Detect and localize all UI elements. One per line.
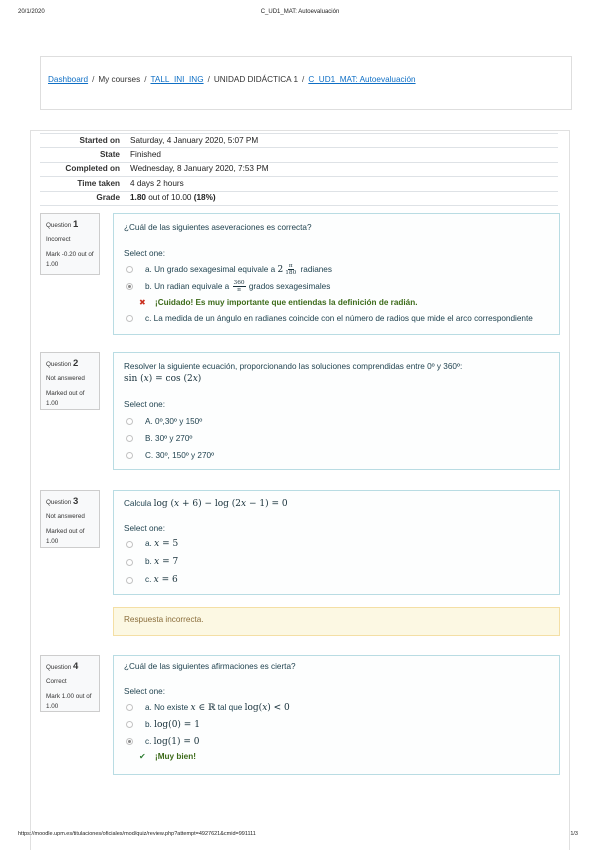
answer-option-c[interactable]: [124, 571, 549, 589]
question-number: [46, 357, 94, 372]
footer-url: https://moodle.upm.es/titulaciones/oficiales/mod/quiz/review.php?attempt=4927621&cmid=991111: [18, 831, 256, 837]
option-label: a.: [145, 539, 152, 548]
fraction-numerator: 360: [233, 279, 245, 286]
question-text: ¿Cuál de las siguientes afirmaciones es cierta?: [124, 662, 296, 671]
select-one-label: Select one:: [124, 249, 165, 258]
footer-page-number: 1/3: [570, 831, 578, 837]
answer-option-c[interactable]: [124, 310, 549, 327]
answer-option-a[interactable]: [124, 699, 549, 716]
summary-label: Completed on: [40, 162, 125, 176]
question-number-value: 1: [72, 219, 79, 230]
math-expression: x ∈ ℝ: [190, 703, 216, 713]
breadcrumb: [48, 75, 416, 85]
radio-button[interactable]: [126, 577, 133, 584]
grade-out-of: out of 10.00: [148, 193, 192, 203]
summary-row-state: [40, 148, 558, 162]
answer-options: [124, 261, 549, 327]
question-label: Question: [46, 664, 72, 671]
summary-label: State: [40, 148, 125, 162]
option-label-suffix: grados sexagesimales: [248, 282, 331, 291]
option-label: b.: [145, 557, 152, 566]
summary-label: Grade: [40, 191, 125, 205]
answer-option-a[interactable]: [124, 413, 549, 430]
option-label: B. 30º y 270º: [145, 434, 193, 443]
answer-option-b[interactable]: [124, 716, 549, 733]
question-text-prefix: Calcula: [124, 499, 152, 508]
math-expression: x = 6: [153, 575, 178, 585]
option-label: b.: [145, 720, 152, 729]
question-state: Not answered: [46, 375, 85, 382]
question-number-value: 3: [72, 496, 79, 507]
question-label: Question: [46, 222, 72, 229]
answer-option-b[interactable]: [124, 430, 549, 447]
question-4-info: [40, 655, 100, 712]
option-label: c. La medida de un ángulo en radianes coincide con el número de radios que mide el arco correspondiente: [145, 314, 533, 323]
radio-button[interactable]: [126, 452, 133, 459]
summary-value: 4 days 2 hours: [125, 177, 558, 191]
math-expression: log(x) < 0: [244, 703, 290, 713]
question-1-content: [113, 213, 560, 335]
option-label: C. 30º, 150º y 270º: [145, 451, 215, 460]
question-number: [46, 660, 94, 675]
answer-option-c[interactable]: [124, 447, 549, 464]
answer-option-a[interactable]: [124, 261, 549, 278]
math-expression: log(1) = 0: [153, 737, 200, 747]
option-label-middle: tal que: [217, 703, 243, 712]
question-3-info: [40, 490, 100, 548]
option-label: A. 0º,30º y 150º: [145, 417, 203, 426]
fraction-denominator: π: [237, 287, 241, 294]
option-label: a. Un grado sexagesimal equivale a: [145, 265, 276, 274]
question-state: Incorrect: [46, 236, 71, 243]
radio-button[interactable]: [126, 541, 133, 548]
question-text: ¿Cuál de las siguientes aseveraciones es correcta?: [124, 223, 312, 232]
summary-value: [125, 191, 558, 205]
breadcrumb-link-dashboard[interactable]: Dashboard: [48, 75, 89, 84]
math-expression: x = 5: [154, 539, 179, 549]
question-mark: Marked out of 1.00: [46, 528, 85, 545]
question-label: Question: [46, 361, 72, 368]
breadcrumb-item-my-courses: My courses: [98, 75, 141, 84]
radio-button[interactable]: [126, 704, 133, 711]
option-label: c.: [145, 575, 152, 584]
question-3-content: [113, 490, 560, 595]
radio-button[interactable]: [126, 738, 133, 745]
question-state: Not answered: [46, 513, 85, 520]
summary-label: Time taken: [40, 177, 125, 191]
question-number: [46, 495, 94, 510]
question-number: [46, 218, 94, 233]
select-one-label: Select one:: [124, 687, 165, 696]
answer-option-b[interactable]: [124, 553, 549, 571]
breadcrumb-separator: /: [207, 75, 210, 84]
answer-option-b[interactable]: [124, 278, 549, 295]
answer-option-c[interactable]: [124, 733, 549, 750]
breadcrumb-separator: /: [302, 75, 305, 84]
fraction: [284, 263, 297, 277]
radio-button[interactable]: [126, 721, 133, 728]
summary-value: Wednesday, 8 January 2020, 7:53 PM: [125, 162, 558, 176]
question-text: [124, 497, 549, 511]
question-equation: [124, 373, 549, 385]
question-number-value: 4: [72, 661, 79, 672]
radio-button[interactable]: [126, 418, 133, 425]
grade-percent: (18%): [193, 193, 216, 203]
summary-value: Finished: [125, 148, 558, 162]
math-expression: x = 7: [154, 557, 179, 567]
summary-row-completed-on: [40, 162, 558, 176]
question-2-info: [40, 352, 100, 410]
option-label: b. Un radian equivale a: [145, 282, 230, 291]
option-label-suffix: radianes: [300, 265, 332, 274]
math-expression: sin (x) = cos (2x): [124, 374, 202, 384]
summary-row-started-on: [40, 134, 558, 148]
summary-value: Saturday, 4 January 2020, 5:07 PM: [125, 134, 558, 148]
fraction-denominator: 180: [285, 270, 297, 277]
math-expression: log (x + 6) − log (2x − 1) = 0: [153, 499, 288, 509]
math-coefficient: 2: [277, 265, 284, 275]
cross-icon: ✖: [139, 298, 146, 307]
question-2-content: [113, 352, 560, 470]
option-label: a. No existe: [145, 703, 189, 712]
summary-row-time-taken: [40, 177, 558, 191]
question-text: Resolver la siguiente ecuación, proporcionando las soluciones comprendidas entre 0º y 360º:: [124, 362, 463, 371]
summary-label: Started on: [40, 134, 125, 148]
feedback-incorrect: [124, 295, 549, 310]
question-1-info: [40, 213, 100, 275]
question-number-value: 2: [72, 358, 79, 369]
answer-option-a[interactable]: [124, 535, 549, 553]
breadcrumb-item-unit: UNIDAD DIDÁCTICA 1: [213, 75, 299, 84]
radio-button[interactable]: [126, 283, 133, 290]
math-expression: log(0) = 1: [154, 720, 200, 730]
feedback-text: ¡Muy bien!: [155, 752, 196, 761]
breadcrumb-link-course[interactable]: TALL_INI_ING: [150, 75, 204, 84]
breadcrumb-bar: [40, 56, 572, 110]
radio-button[interactable]: [126, 435, 133, 442]
answer-options: [124, 699, 549, 764]
feedback-text: ¡Cuidado! Es muy importante que entiendas la definición de radián.: [155, 298, 418, 307]
breadcrumb-link-quiz[interactable]: C_UD1_MAT: Autoevaluación: [308, 75, 416, 84]
quiz-summary-table: [40, 133, 558, 206]
check-icon: ✔: [139, 752, 146, 761]
breadcrumb-separator: /: [144, 75, 147, 84]
feedback-correct: [124, 750, 549, 764]
select-one-label: Select one:: [124, 524, 165, 533]
grade-score: 1.80: [130, 193, 146, 203]
radio-button[interactable]: [126, 266, 133, 273]
print-date: 20/1/2020: [18, 9, 45, 15]
question-mark: Marked out of 1.00: [46, 390, 85, 407]
summary-row-grade: [40, 191, 558, 205]
fraction-numerator: π: [288, 262, 293, 269]
answer-options: [124, 535, 549, 589]
radio-button[interactable]: [126, 315, 133, 322]
question-label: Question: [46, 499, 72, 506]
print-title: C_UD1_MAT: Autoevaluación: [260, 9, 340, 15]
radio-button[interactable]: [126, 559, 133, 566]
general-feedback: Respuesta incorrecta.: [113, 607, 560, 636]
fraction: [233, 280, 246, 294]
breadcrumb-separator: /: [92, 75, 95, 84]
question-mark: Mark 1.00 out of 1.00: [46, 693, 92, 710]
answer-options: [124, 413, 549, 464]
select-one-label: Select one:: [124, 400, 165, 409]
question-state: Correct: [46, 678, 67, 685]
question-mark: Mark -0.20 out of 1.00: [46, 251, 94, 268]
question-4-content: [113, 655, 560, 775]
option-label: c.: [145, 737, 152, 746]
